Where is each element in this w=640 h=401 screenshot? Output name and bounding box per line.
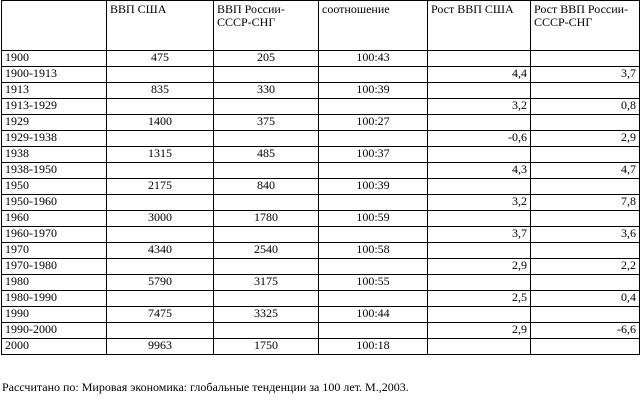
- cell-period: 1938: [2, 147, 107, 163]
- cell-gdp-usa: 9963: [107, 339, 214, 355]
- cell-growth-russia: [531, 243, 640, 259]
- cell-period: 1960-1970: [2, 227, 107, 243]
- cell-growth-usa: [428, 243, 531, 259]
- table-row: [2, 243, 640, 259]
- cell-ratio: 100:18: [319, 339, 428, 355]
- cell-growth-usa: 2,9: [428, 259, 531, 275]
- cell-period: 2000: [2, 339, 107, 355]
- cell-gdp-usa: 1400: [107, 115, 214, 131]
- cell-ratio: [319, 99, 428, 115]
- cell-growth-russia: [531, 307, 640, 323]
- cell-gdp-usa: [107, 99, 214, 115]
- cell-growth-russia: [531, 179, 640, 195]
- header-growth-usa: Рост ВВП США: [428, 1, 531, 51]
- cell-ratio: [319, 259, 428, 275]
- cell-period: 1929-1938: [2, 131, 107, 147]
- cell-gdp-russia: [214, 99, 319, 115]
- cell-gdp-usa: [107, 259, 214, 275]
- table-row: [2, 227, 640, 243]
- cell-gdp-russia: [214, 67, 319, 83]
- cell-ratio: [319, 323, 428, 339]
- cell-growth-usa: 2,5: [428, 291, 531, 307]
- cell-period: 1929: [2, 115, 107, 131]
- cell-growth-russia: 2,2: [531, 259, 640, 275]
- table-body: [2, 51, 640, 355]
- cell-growth-russia: 0,4: [531, 291, 640, 307]
- table-row: [2, 195, 640, 211]
- cell-gdp-russia: 2540: [214, 243, 319, 259]
- cell-ratio: 100:39: [319, 83, 428, 99]
- cell-growth-usa: 3,7: [428, 227, 531, 243]
- cell-gdp-usa: 835: [107, 83, 214, 99]
- cell-gdp-russia: [214, 227, 319, 243]
- cell-period: 1970-1980: [2, 259, 107, 275]
- table-row: [2, 179, 640, 195]
- cell-period: 1960: [2, 211, 107, 227]
- cell-period: 1913-1929: [2, 99, 107, 115]
- table-row: [2, 275, 640, 291]
- cell-growth-usa: [428, 307, 531, 323]
- table-row: [2, 259, 640, 275]
- cell-gdp-russia: [214, 323, 319, 339]
- header-gdp-russia: ВВП России-СССР-СНГ: [214, 1, 319, 51]
- cell-ratio: 100:27: [319, 115, 428, 131]
- table-row: [2, 147, 640, 163]
- cell-gdp-usa: 1315: [107, 147, 214, 163]
- cell-gdp-usa: [107, 195, 214, 211]
- cell-gdp-russia: 3175: [214, 275, 319, 291]
- cell-period: 1990-2000: [2, 323, 107, 339]
- cell-period: 1950-1960: [2, 195, 107, 211]
- cell-growth-russia: [531, 51, 640, 67]
- cell-ratio: 100:59: [319, 211, 428, 227]
- cell-period: 1938-1950: [2, 163, 107, 179]
- header-gdp-usa: ВВП США: [107, 1, 214, 51]
- cell-gdp-russia: 1780: [214, 211, 319, 227]
- header-ratio: соотношение: [319, 1, 428, 51]
- table-row: [2, 163, 640, 179]
- header-period: [2, 1, 107, 51]
- cell-period: 1990: [2, 307, 107, 323]
- cell-growth-russia: 4,7: [531, 163, 640, 179]
- table-row: [2, 131, 640, 147]
- cell-growth-usa: -0,6: [428, 131, 531, 147]
- cell-growth-usa: [428, 211, 531, 227]
- table-row: [2, 83, 640, 99]
- cell-growth-russia: [531, 275, 640, 291]
- cell-ratio: [319, 67, 428, 83]
- cell-gdp-usa: 475: [107, 51, 214, 67]
- cell-growth-russia: [531, 83, 640, 99]
- cell-gdp-usa: 7475: [107, 307, 214, 323]
- cell-period: 1900: [2, 51, 107, 67]
- cell-gdp-russia: 840: [214, 179, 319, 195]
- cell-ratio: [319, 131, 428, 147]
- table-row: [2, 67, 640, 83]
- cell-gdp-russia: 485: [214, 147, 319, 163]
- cell-ratio: [319, 195, 428, 211]
- cell-growth-russia: 2,9: [531, 131, 640, 147]
- cell-period: 1970: [2, 243, 107, 259]
- cell-ratio: 100:39: [319, 179, 428, 195]
- cell-gdp-russia: 205: [214, 51, 319, 67]
- cell-gdp-usa: [107, 291, 214, 307]
- cell-growth-usa: 3,2: [428, 99, 531, 115]
- cell-period: 1980-1990: [2, 291, 107, 307]
- header-growth-russia: Рост ВВП России-СССР-СНГ: [531, 1, 640, 51]
- cell-gdp-usa: [107, 131, 214, 147]
- cell-gdp-usa: [107, 227, 214, 243]
- table-row: [2, 99, 640, 115]
- cell-period: 1980: [2, 275, 107, 291]
- table-header: [2, 1, 640, 51]
- cell-gdp-usa: 2175: [107, 179, 214, 195]
- cell-growth-usa: 3,2: [428, 195, 531, 211]
- cell-growth-usa: [428, 115, 531, 131]
- table-row: [2, 307, 640, 323]
- cell-ratio: 100:37: [319, 147, 428, 163]
- cell-growth-russia: 0,8: [531, 99, 640, 115]
- cell-gdp-russia: 330: [214, 83, 319, 99]
- cell-growth-usa: 2,9: [428, 323, 531, 339]
- cell-growth-usa: 4,4: [428, 67, 531, 83]
- cell-gdp-russia: 375: [214, 115, 319, 131]
- cell-ratio: 100:55: [319, 275, 428, 291]
- cell-ratio: 100:44: [319, 307, 428, 323]
- cell-growth-russia: [531, 339, 640, 355]
- cell-growth-usa: [428, 339, 531, 355]
- cell-gdp-russia: 3325: [214, 307, 319, 323]
- cell-growth-usa: [428, 275, 531, 291]
- cell-gdp-usa: [107, 323, 214, 339]
- cell-period: 1913: [2, 83, 107, 99]
- cell-ratio: 100:43: [319, 51, 428, 67]
- cell-gdp-russia: 1750: [214, 339, 319, 355]
- cell-ratio: [319, 227, 428, 243]
- cell-ratio: [319, 163, 428, 179]
- cell-ratio: [319, 291, 428, 307]
- cell-gdp-russia: [214, 163, 319, 179]
- cell-growth-usa: [428, 147, 531, 163]
- table-row: [2, 51, 640, 67]
- cell-gdp-usa: [107, 67, 214, 83]
- header-row: [2, 1, 640, 51]
- cell-gdp-russia: [214, 259, 319, 275]
- cell-growth-russia: 3,7: [531, 67, 640, 83]
- table-row: [2, 211, 640, 227]
- cell-growth-russia: 7,8: [531, 195, 640, 211]
- cell-growth-russia: 3,6: [531, 227, 640, 243]
- cell-gdp-usa: 5790: [107, 275, 214, 291]
- cell-growth-russia: -6,6: [531, 323, 640, 339]
- cell-gdp-russia: [214, 131, 319, 147]
- cell-growth-russia: [531, 211, 640, 227]
- cell-growth-russia: [531, 115, 640, 131]
- cell-growth-usa: [428, 83, 531, 99]
- cell-growth-usa: [428, 179, 531, 195]
- table-row: [2, 115, 640, 131]
- cell-gdp-usa: [107, 163, 214, 179]
- cell-gdp-russia: [214, 291, 319, 307]
- cell-gdp-usa: 4340: [107, 243, 214, 259]
- table-row: [2, 291, 640, 307]
- cell-growth-usa: 4,3: [428, 163, 531, 179]
- cell-growth-usa: [428, 51, 531, 67]
- gdp-comparison-table: [1, 0, 640, 355]
- table-row: [2, 339, 640, 355]
- source-note: Рассчитано по: Мировая экономика: глобальные тенденции за 100 лет. М.,2003.: [2, 380, 409, 394]
- cell-ratio: 100:58: [319, 243, 428, 259]
- cell-growth-russia: [531, 147, 640, 163]
- cell-period: 1900-1913: [2, 67, 107, 83]
- cell-gdp-russia: [214, 195, 319, 211]
- cell-period: 1950: [2, 179, 107, 195]
- cell-gdp-usa: 3000: [107, 211, 214, 227]
- table-row: [2, 323, 640, 339]
